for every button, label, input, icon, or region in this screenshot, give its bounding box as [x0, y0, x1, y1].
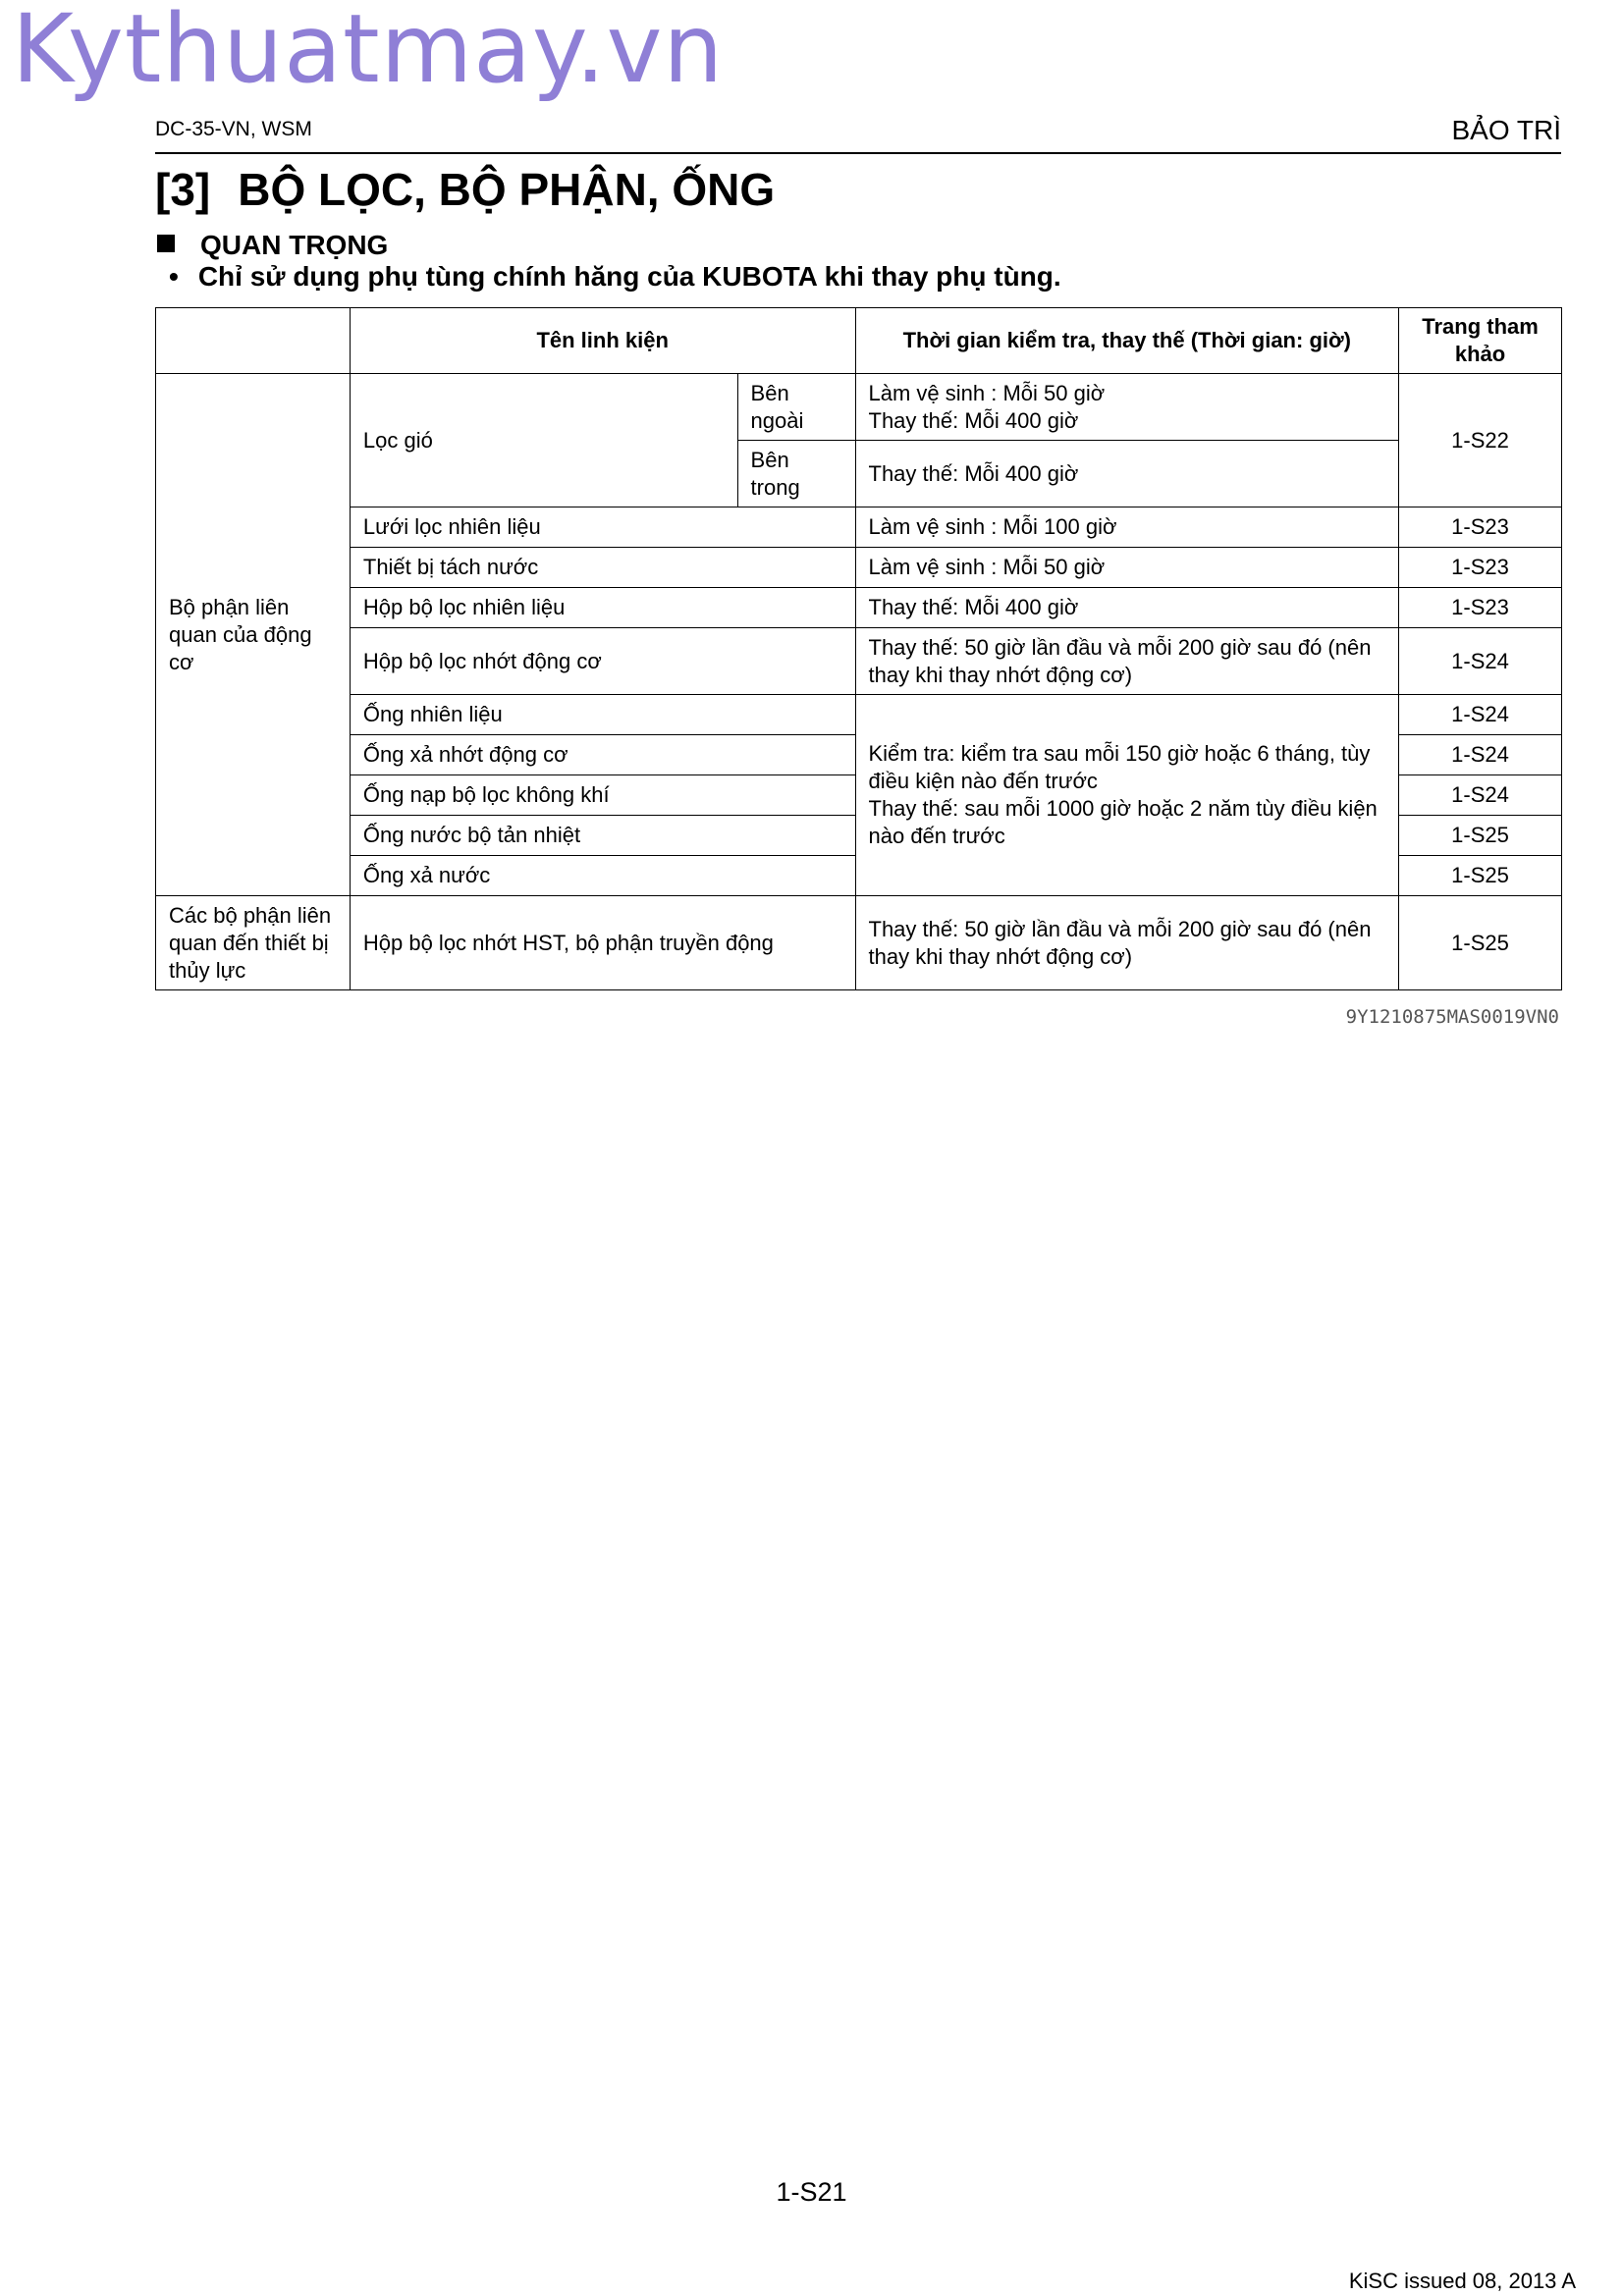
sub-component: Bên trong	[737, 441, 855, 507]
table-header-row	[156, 308, 1562, 374]
interval-line: Kiểm tra: kiểm tra sau mỗi 150 giờ hoặc 6 tháng, tùy điều kiện nào đến trước	[868, 741, 1371, 794]
important-label: QUAN TRỌNG	[200, 230, 389, 260]
component-name: Hộp bộ lọc nhớt HST, bộ phận truyền động	[350, 896, 855, 990]
interval-cell: Thay thế: 50 giờ lần đầu và mỗi 200 giờ sau đó (nên thay khi thay nhớt động cơ)	[855, 896, 1399, 990]
component-name: Ống nhiên liệu	[350, 695, 855, 735]
reference-cell: 1-S23	[1399, 548, 1562, 588]
interval-cell-hoses	[855, 695, 1399, 896]
interval-cell: Thay thế: Mỗi 400 giờ	[855, 441, 1399, 507]
table-header-component: Tên linh kiện	[350, 308, 855, 374]
important-bullet	[169, 261, 1061, 293]
maintenance-table	[155, 307, 1562, 990]
component-name: Ống nạp bộ lọc không khí	[350, 775, 855, 816]
table-row	[156, 896, 1562, 990]
interval-cell: Thay thế: Mỗi 400 giờ	[855, 588, 1399, 628]
square-bullet-icon	[157, 235, 175, 252]
component-name: Ống xả nước	[350, 856, 855, 896]
table-header-reference: Trang tham khảo	[1399, 308, 1562, 374]
interval-cell	[855, 374, 1399, 441]
component-name: Ống xả nhớt động cơ	[350, 735, 855, 775]
interval-line: Thay thế: Mỗi 400 giờ	[868, 407, 1079, 433]
section-number: [3]	[155, 164, 211, 215]
document-reference-code: 9Y1210875MAS0019VN0	[1345, 1006, 1559, 1028]
header-divider	[155, 152, 1561, 154]
component-name: Hộp bộ lọc nhớt động cơ	[350, 628, 855, 695]
interval-line: Thay thế: sau mỗi 1000 giờ hoặc 2 năm tùy điều kiện nào đến trước	[868, 796, 1378, 849]
table-row	[156, 548, 1562, 588]
component-name: Lưới lọc nhiên liệu	[350, 507, 855, 548]
table-row	[156, 695, 1562, 735]
table-row	[156, 588, 1562, 628]
group-hydraulic: Các bộ phận liên quan đến thiết bị thủy lực	[156, 896, 351, 990]
component-name: Lọc gió	[350, 374, 737, 507]
component-name: Ống nước bộ tản nhiệt	[350, 816, 855, 856]
reference-cell: 1-S23	[1399, 507, 1562, 548]
interval-line: Làm vệ sinh : Mỗi 50 giờ	[868, 380, 1106, 405]
section-title	[155, 163, 775, 216]
interval-cell: Làm vệ sinh : Mỗi 100 giờ	[855, 507, 1399, 548]
reference-cell: 1-S24	[1399, 775, 1562, 816]
sub-component: Bên ngoài	[737, 374, 855, 441]
reference-cell: 1-S23	[1399, 588, 1562, 628]
table-row	[156, 628, 1562, 695]
reference-cell: 1-S22	[1399, 374, 1562, 507]
component-name: Hộp bộ lọc nhiên liệu	[350, 588, 855, 628]
chapter-title-header: BẢO TRÌ	[1451, 115, 1561, 145]
component-name: Thiết bị tách nước	[350, 548, 855, 588]
reference-cell: 1-S25	[1399, 856, 1562, 896]
interval-cell: Thay thế: 50 giờ lần đầu và mỗi 200 giờ sau đó (nên thay khi thay nhớt động cơ)	[855, 628, 1399, 695]
group-engine: Bộ phận liên quan của động cơ	[156, 374, 351, 896]
important-bullet-text: Chỉ sử dụng phụ tùng chính hăng của KUBOTA khi thay phụ tùng.	[197, 261, 1061, 292]
watermark-logo: Kythuatmay.vn	[12, 0, 725, 104]
document-code-header: DC-35-VN, WSM	[155, 118, 312, 140]
issue-info: KiSC issued 08, 2013 A	[1348, 2269, 1576, 2293]
reference-cell: 1-S25	[1399, 896, 1562, 990]
reference-cell: 1-S24	[1399, 735, 1562, 775]
table-header-interval: Thời gian kiểm tra, thay thế (Thời gian: giờ)	[855, 308, 1399, 374]
table-header-empty	[156, 308, 351, 374]
table-row	[156, 374, 1562, 441]
important-notice	[157, 230, 388, 261]
reference-cell: 1-S24	[1399, 628, 1562, 695]
bullet-dot-icon: •	[169, 261, 179, 292]
table-row	[156, 507, 1562, 548]
reference-cell: 1-S25	[1399, 816, 1562, 856]
interval-cell: Làm vệ sinh : Mỗi 50 giờ	[855, 548, 1399, 588]
page-number: 1-S21	[776, 2177, 847, 2207]
reference-cell: 1-S24	[1399, 695, 1562, 735]
section-title-text: BỘ LỌC, BỘ PHẬN, ỐNG	[238, 164, 776, 215]
